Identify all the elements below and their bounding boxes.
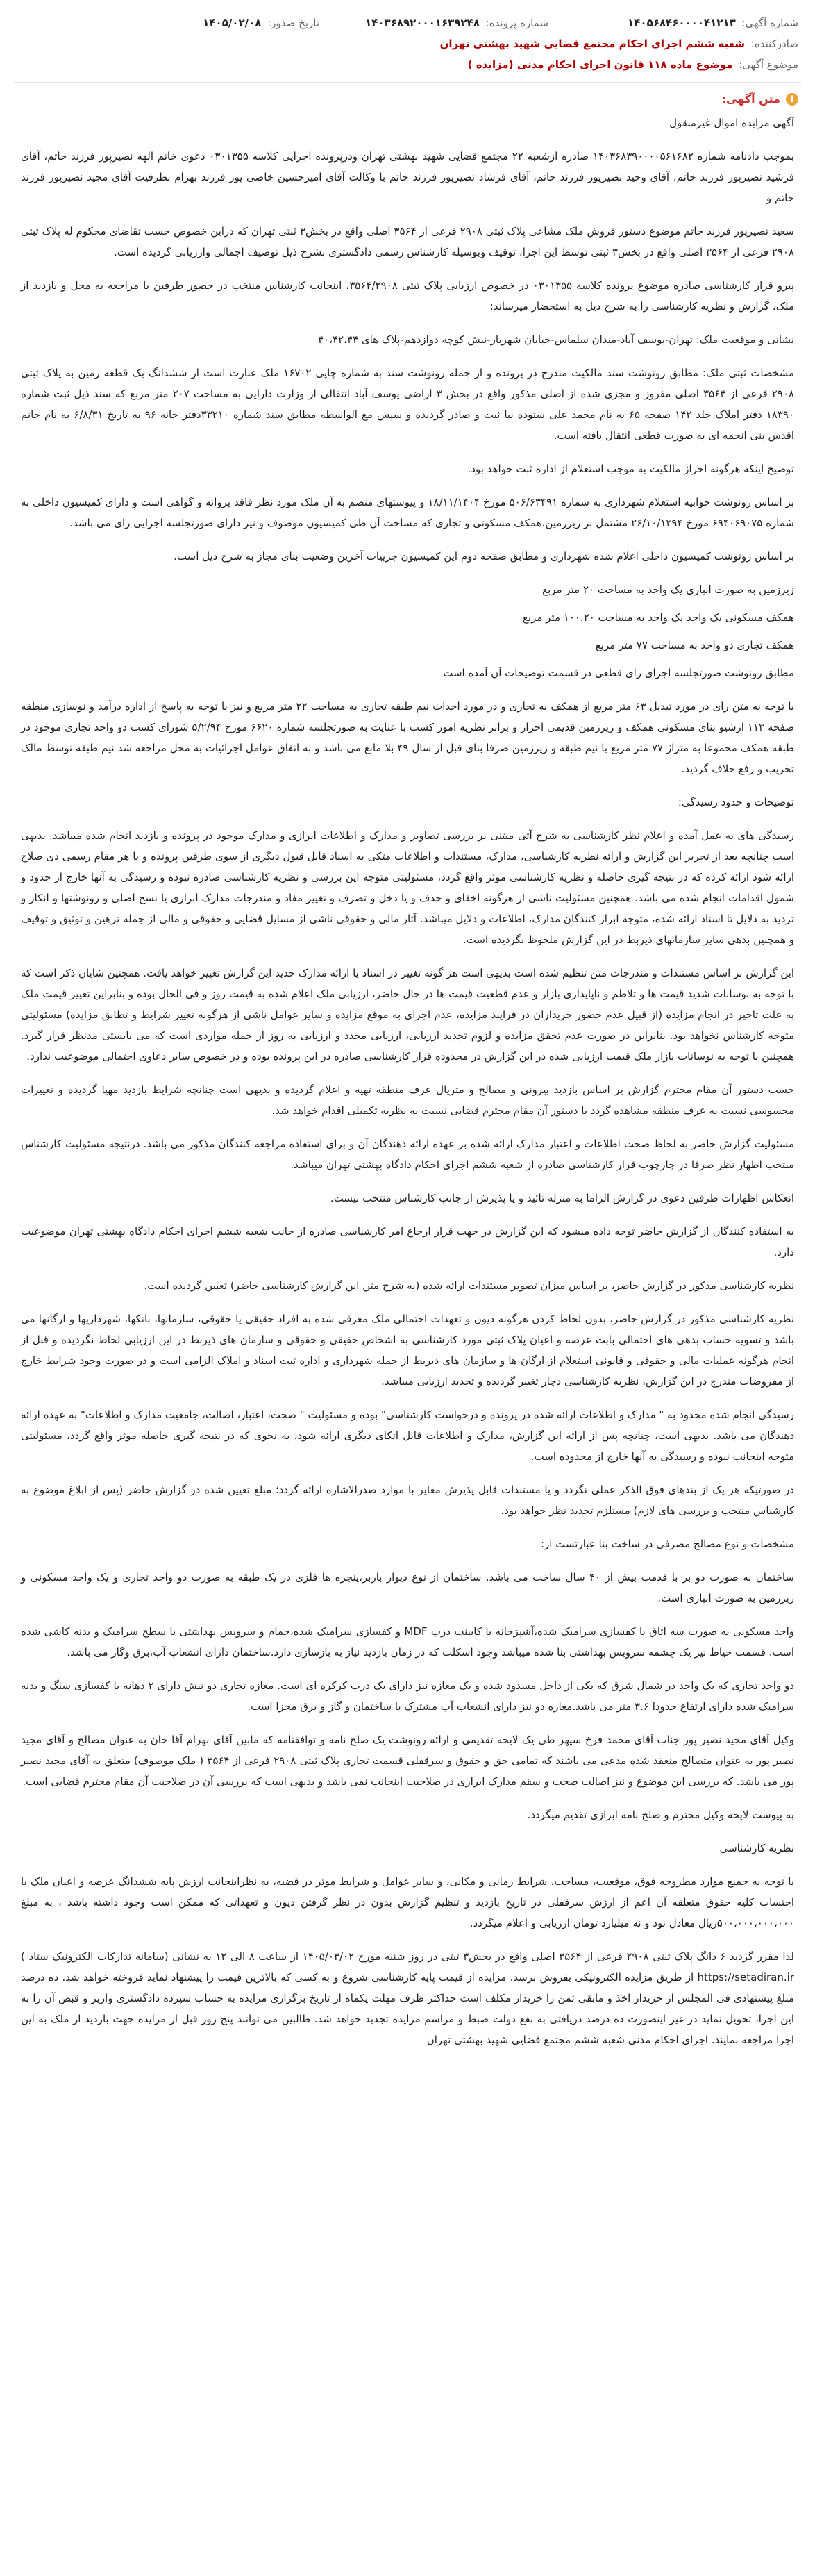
notice-paragraph: زیرزمین به صورت انباری یک واحد به مساحت ۲۰ متر مربع	[542, 583, 794, 596]
notice-number-label: شماره آگهی:	[741, 17, 798, 29]
notice-text-heading-label: متن آگهی:	[721, 92, 780, 106]
notice-paragraph: مشخصات ثبتی ملک: مطابق رونوشت سند مالکیت مندرج در پرونده و از جمله رونوشت سند به شماره چاپی ۱۶۷۰۲ ملک عبارت است از ششدانگ یک قطعه زمین به پلاک ثبتی ۲۹۰۸ فرعی از ۳۵۶۴ اصلی مفروز و مجزی شده از اصلی مذکور واقع در بخش ۳ اراضی یوسف آباد انتقالی از وزارت دارایی به مساحت ۲۰۷ متر مربع که سند ذیل ثبت شماره ۱۸۳۹۰ دفتر املاک جلد ۱۴۲ صفحه ۶۵ به نام محمد علی ستوده نیا ثبت و صادر گردیده و سپس مع الواسطه مطابق سند شماره ۳۳۲۱۰دفتر خانه ۹۶ به تاریخ ۶/۸/۳۱ به نام خانم اقدس بنی انجمه ای به صورت قطعی انتقال یافته است.	[21, 367, 795, 442]
notice-body	[14, 113, 801, 2050]
notice-paragraph: در صورتیکه هر یک از بندهای فوق الذکر عملی نگردد و یا مستندات قابل پذیرش مغایر با موارد صدرالاشاره ارائه گردد؛ مبلغ تعیین شده در گزارش حاضر (پس از ابلاغ موضوع به کارشناس منتخب و بررسی های لازم) مستلزم تجدید نظر خواهد بود.	[21, 1484, 794, 1517]
notice-paragraph: لذا مقرر گردید ۶ دانگ پلاک ثبتی ۲۹۰۸ فرعی از ۳۵۶۴ اصلی واقع در بخش۳ ثبتی در روز شنبه مورخ ۱۴۰۵/۰۳/۰۲ از ساعت ۸ الی ۱۲ به نشانی (سامانه تدارکات الکترونیک ستاد ) https://setadiran.ir از طریق مزایده الکترونیکی بفروش برسد. مزایده از قیمت پایه کارشناسی شروع و به کسی که بالاترین قیمت را پیشنهاد نماید فروخته خواهد شد. ده درصد مبلغ پیشنهادی فی المجلس از خریدار اخذ و مابقی ثمن را خریدار مکلف است حداکثر ظرف مهلت یکماه از تاریخ برگزاری مزایده به حساب سپرده دادگستری واریز و قبض آن را به این اجرا، تحویل نماید در غیر اینصورت ده درصد دریافتی به نفع دولت ضبط و مراسم مزایده تجدید خواهد شد. طالبین می توانند پنج روز قبل از مزایده جهت بازدید از ملک به این اجرا مراجعه نمایند. اجرای احکام مدنی شعبه ششم مجتمع قضایی شهید بهشتی تهران	[21, 1950, 794, 2046]
notice-paragraph: با توجه به متن رای در مورد تبدیل ۶۳ متر مربع از همکف به تجاری و در مورد احداث نیم طبقه تجاری به مساحت ۲۲ متر مربع و نیز با توجه به پاسخ از اداره درآمد و نوسازی منطقه صفحه ۱۱۳ ارشیو بنای مسکونی همکف و زیرزمین قدیمی احراز و برابر نظریه امور کسب با عنایت به صورتجلسه شماره ۶۶۲۰ مورخ ۵/۲/۹۴ شورای کسب دو واحد تجاری موجود در طبقه همکف مجموعا به متراژ ۷۷ متر مربع با نیم طبقه و زیرزمین صرفا بنای قبل از سال ۴۹ بلا مانع می باشد و به اتفاق عوامل اجرائیات به محل مراجعه شد نیم طبقه توسط مالک تخریب و رفع خلاف گردید.	[21, 700, 795, 775]
watermark: ​	[240, 279, 246, 328]
notice-paragraph: نظریه کارشناسی مذکور در گزارش حاضر، بر اساس میزان تصویر مستندات ارائه شده (به شرح متن این گزارش کارشناسی حاضر) تعیین گردیده است.	[144, 1279, 794, 1292]
notice-paragraph: مشخصات و نوع مصالح مصرفی در ساخت بنا عبارتست از:	[540, 1538, 794, 1550]
notice-paragraph: ساختمان به صورت دو بر با قدمت بیش از ۴۰ سال ساخت می باشد. ساختمان از نوع دیوار باربر،پنجره ها فلزی در یک طبقه به صورت دو واحد تجاری و یک واحد مسکونی و زیرزمین به صورت انباری است.	[21, 1571, 794, 1604]
notice-paragraph: توضیح اینکه هرگونه احراز مالکیت به موجب استعلام از اداره ثبت خواهد بود.	[467, 463, 794, 475]
meta-row-top	[14, 13, 801, 33]
case-number-label: شماره پرونده:	[485, 17, 548, 29]
subject-label: موضوع آگهی:	[739, 58, 798, 71]
notice-paragraph: به استفاده کنندگان از گزارش حاضر توجه داده میشود که این گزارش در جهت قرار ارجاع امر کارشناسی صادره از جانب شعبه ششم اجرای احکام دادگاه بهشتی تهران موضوعیت دارد.	[21, 1225, 794, 1258]
notice-paragraph: نظریه کارشناسی مذکور در گزارش حاضر، بدون لحاظ کردن هرگونه دیون و تعهدات احتمالی ملک معرفی شده به افراد حقیقی یا حقوقی، سازمانها، بانکها، شهرداریها و ارگانها می باشد و تسویه حساب بدهی های احتمالی بابت عرصه و اعیان پلاک ثبتی مورد کارشناسی به اشخاص حقیقی و حقوقی و سازمان های ذیربط در این ارزیابی لحاظ نگردیده و قبل از انجام هرگونه عملیات مالی و حقوقی و قانونی استعلام از ارگان ها و سازمان های ذیربط از جمله شهرداری و اداره ثبت اسناد و املاک الزامی است و در صورت وجود شرایط خارج از مفروضات مندرج در این گزارش، نظریه کارشناسی دچار تغییر گردیده و تجدید ارزیابی میباشد.	[21, 1313, 794, 1388]
notice-paragraph: همکف مسکونی یک واحد یک واحد به مساحت ۱۰۰.۲۰ متر مربع	[522, 611, 794, 624]
notice-paragraph: انعکاس اظهارات طرفین دعوی در گزارش الزاما به منزله تائید و یا پذیرش از جانب کارشناس منتخب نیست.	[330, 1192, 794, 1204]
issue-date-label: تاریخ صدور:	[267, 17, 319, 29]
case-number-value: ۱۴۰۳۶۸۹۲۰۰۰۱۶۳۹۲۴۸	[365, 17, 480, 29]
notice-paragraph: بر اساس رونوشت جوابیه استعلام شهرداری به شماره ۵۰۶/۶۳۴۹۱ مورخ ۱۸/۱۱/۱۴۰۴ و پیوستهای منضم به آن ملک مورد نظر فاقد پروانه و گواهی است و دارای کمیسیون داخلی به شماره ۶۹۴۰۶۹۰۷۵ مورخ ۲۶/۱۰/۱۳۹۴ مشتمل بر زیرزمین،همکف مسکونی و تجاری که مساحت آن طی کمیسیون موصوف و نیز دارای صورتجلسه اجرایی رای می باشد.	[21, 496, 795, 529]
issuer-value: شعبه ششم اجرای احکام مجتمع قضایی شهید بهشتی تهران	[439, 38, 745, 50]
notice-paragraph: بموجب دادنامه شماره ۱۴۰۳۶۸۳۹۰۰۰۰۵۶۱۶۸۲ صادره ازشعبه ۲۲ مجتمع قضایی شهید بهشتی تهران ودرپرونده اجرایی کلاسه ۰۳۰۱۳۵۵ دعوی خانم الهه نصیرپور فرزند حاتم، آقای فرشید نصیرپور فرزند حاتم، آقای وحید نصیرپور فرزند حاتم، آقای فرشاد نصیرپور فرزند حاتم با وکالت آقای امیرحسین خاصی پور فرزند بهرام بطرفیت آقای مجید نصیرپور فرزند حاتم و	[21, 150, 795, 204]
notice-paragraph: واحد مسکونی به صورت سه اتاق با کفسازی سرامیک شده،آشپزخانه با کابینت درب MDF و کفسازی سرامیک شده،حمام و سرویس بهداشتی با سطح سرامیک و بدنه کاشی شده است. قسمت حیاط نیز یک چشمه سرویس بهداشتی بنا شده میباشد وجود اسکلت که در زمان بازدید نیاز به بازسازی دارد.ساختمان دارای انشعاب آب،برق وگاز می باشد.	[21, 1625, 794, 1659]
info-icon: i	[786, 93, 798, 106]
notice-paragraph: همکف تجاری دو واحد به مساحت ۷۷ متر مربع	[595, 639, 794, 651]
notice-paragraph: بر اساس رونوشت کمیسیون داخلی اعلام شده شهرداری و مطابق صفحه دوم این کمیسیون جزییات آخرین وضعیت بنای مجاز به شرح ذیل است.	[174, 550, 794, 563]
notice-number	[548, 17, 798, 29]
notice-paragraph: وکیل آقای مجید نصیر پور جناب آقای محمد فرخ سپهر طی یک لایحه تقدیمی و ارائه رونوشت یک صلح نامه و توافقنامه که مابین آقای بهرام آقا خان به عنوان مصالح و آقای مجید نصیر پور به عنوان متصالح منعقد شده مدعی می باشند که تمامی حق و حقوق و سرقفلی قسمت تجاری پلاک ثبتی ۲۹۰۸ فرعی از ۳۵۶۴ ( ملک موصوف) متعلق به آقای مجید نصیر پور می باشد. که بررسی این موضوع و نیز اصالت صحت و سقم مدارک ابرازی در صلاحیت اینجانب نمی باشد و بدیهی است که بررسی آن در صلاحیت آن مقام محترم قضایی است.	[21, 1734, 794, 1788]
notice-paragraph: دو واحد تجاری که یک واحد در شمال شرق که یکی از داخل مسدود شده و یک مغازه نیز دارای یک درب کرکره ای است. مغازه تجاری دو نبش دارای ۲ دهانه با کفسازی سنگ و بدنه سرامیک شده دارای ارتفاع حدودا ۳.۶ متر می باشد.مغازه دو نیز دارای انشعاب آب مشترک با ساختمان و گاز و برق مجزا است.	[21, 1679, 794, 1713]
notice-paragraph: رسیدگی های به عمل آمده و اعلام نظر کارشناسی به شرح آتی مبتنی بر بررسی تصاویر و مدارک و اطلاعات ابرازی و مدارک موجود در پرونده و بازدید انجام شده میباشد. بدیهی است چنانچه بعد از تحریر این گزارش و ارائه نظریه کارشناسی، مدارک، مستندات و اطلاعات متکی به اسناد قابل قبول دیگری از سوی طرفین پرونده و یا هر مقام رسمی ذی صلاح ارائه شود ارائه کرده که در نتیجه گیری حاصله و نظریه کارشناسی موثر واقع گردد، مسئولیتی متوجه این بررسی و نظریه کارشناسی صادره نبوده و رسیدگی به آنها خارج از حدود و شمول اقدامات انجام شده می باشد. همچنین مسئولیت ناشی از هرگونه اخفای و حذف و یا دخل و تصرف و تغییر مفاد و مندرجات مدارک ابرازی یا نسخ اصلی و رونوشتها و انکار و تردید به دلایل تا اسناد ارائه شده، متوجه ابراز کنندگان مدارک، اطلاعات و دلایل میباشد. آثار مالی و حقوقی ناشی از مسایل قضایی و حقوقی و مالی از جمله ترهین و توثیق و توقیف و همچنین بدهی سایر سازمانهای ذیربط در این گزارش ملحوظ نگردیده است.	[21, 829, 794, 946]
notice-text-heading	[14, 88, 801, 113]
notice-paragraph: مسئولیت گزارش حاضر به لحاظ صحت اطلاعات و اعتبار مدارک ارائه شده بر عهده ارائه دهندگان آن و برای استفاده مراجعه کنندگان مذکور می باشد. درنتیجه مسئولیت کارشناس منتخب اظهار نظر صرفا در چارچوب قرار کارشناسی صادره از شعبه ششم اجرای احکام دادگاه بهشتی تهران میباشد.	[21, 1138, 794, 1171]
subject-value: موضوع ماده ۱۱۸ قانون اجرای احکام مدنی (مزایده )	[467, 58, 733, 71]
issuer-row	[14, 33, 801, 54]
case-number	[319, 17, 548, 29]
notice-paragraph: توضیحات و حدود رسیدگی:	[678, 796, 794, 808]
notice-paragraph: نشانی و موقعیت ملک: تهران-یوسف آباد-میدان سلماس-خیابان شهریار-نبش کوچه دوازدهم-پلاک های ۴۰،۴۲،۴۴	[318, 333, 794, 346]
notice-paragraph: مطابق رونوشت صورتجلسه اجرای رای قطعی در قسمت توضیحات آن آمده است	[443, 667, 794, 679]
notice-paragraph: این گزارش بر اساس مستندات و مندرجات متن تنظیم شده است بدیهی است هر گونه تغییر در اسناد یا ارائه مدارک جدید این گزارش تغییر خواهد یافت. همچنین شایان ذکر است که با توجه به نوسانات شدید قیمت ها و تلاطم و ناپایداری بازار و عدم قطعیت قیمت ها در حال حاضر، ارزیابی ملک اعلام شده به قیمت روز و فی الحال بوده و بنابراین تغییر قیمت ملک به علت تاخیر در انجام مزایده (از قبیل عدم حضور خریداران در فرایند مزایده، عدم اجرای به موقع مزایده و سایر عوامل ناشی از هرگونه تغییر شرایط و تطابق مزایده) مسئولیتی متوجه کارشناس نخواهد بود. بنابراین در صورت عدم تحقق مزایده و لزوم تجدید ارزیابی، ارزیابی مجدد و ارزیابی به روز از جمله مواردی است که می بایستی مدنظر قرار گیرد. همچنین با توجه به نوسانات بازار ملک قیمت ارزیابی شده در این گزارش در محدوده قرار کارشناسی صادره در این پرونده بوده و در خصوص سایر دعاوی احتمالی موضوعیت ندارد.	[20, 967, 794, 1063]
notice-paragraph: رسیدگی انجام شده محدود به " مدارک و اطلاعات ارائه شده در پرونده و درخواست کارشناسی" بوده و مسئولیت " صحت، اعتبار، اصالت، جامعیت مدارک و اطلاعات" به عهده ارائه دهندگان می باشد. بدیهی است، چنانچه پس از ارائه این گزارش، مدارک و اطلاعات قابل اتکای دیگری ارائه شود، به نحوی که در نتیجه گیری حاصله موثر واقع گردد، مسئولیتی متوجه اینجانب نبوده و رسیدگی به آنها خارج از محدوده است.	[21, 1409, 794, 1463]
notice-number-value: ۱۴۰۵۶۸۴۶۰۰۰۰۴۱۲۱۳	[628, 17, 736, 29]
divider	[14, 82, 801, 83]
notice-paragraph: نظریه کارشناسی	[719, 1842, 794, 1854]
issuer-label: صادرکننده:	[750, 38, 798, 50]
issue-date-value: ۱۴۰۵/۰۲/۰۸	[203, 17, 262, 29]
notice-paragraph: حسب دستور آن مقام محترم گزارش بر اساس بازدید بیرونی و مصالح و متریال عرف منطقه تهیه و اعلام گردیده و بدیهی است چنانچه شرایط بازدید مهیا گردیده و تغییرات محسوسی نسبت به عرف منطقه مشاهده گردد با دستور آن مقام محترم قضایی نسبت به نظریه تکمیلی اقدام خواهد شد.	[21, 1083, 794, 1117]
issue-date	[111, 17, 319, 29]
subject-row	[14, 54, 801, 75]
notice-paragraph: آگهی مزایده اموال غیرمنقول	[669, 117, 794, 129]
notice-paragraph: با توجه به جمیع موارد مطروحه فوق، موقعیت، مساحت، شرایط زمانی و مکانی، و سایر عوامل و شرایط موثر در قضیه، به نظراینجانب ارزش پایه ششدانگ عرصه و اعیان ملک با احتساب کلیه حقوق متعلقه آن اعم از ارزش سرقفلی در تاریخ بازدید و تنظیم گزارش بدون در نظر گرفتن دیون و تعهداتی که ممکن است وجود داشته باشد ، به مبلغ ۵۰۰،۰۰۰،۰۰۰،۰۰۰ریال معادل نود و نه میلیارد تومان ارزیابی و اعلام میگردد.	[21, 1875, 794, 1929]
notice-paragraph: به پیوست لایحه وکیل محترم و صلح نامه ابرازی تقدیم میگردد.	[527, 1809, 794, 1821]
notice-paragraph: سعید نصیرپور فرزند حاتم موضوع دستور فروش ملک مشاعی پلاک ثبتی ۲۹۰۸ فرعی از ۳۵۶۴ اصلی واقع در بخش۳ ثبتی تهران که دراین خصوص حسب تقاضای محکوم له پلاک ثبتی ۲۹۰۸ فرعی از ۳۵۶۴ اصلی واقع در بخش۳ ثبتی توسط این اجرا، توقیف وبوسیله کارشناس رسمی دادگستری بشرح ذیل توصیف اجمالی وارزیابی گردیده است.	[21, 225, 794, 258]
notice-paragraph: پیرو قرار کارشناسی صادره موضوع پرونده کلاسه ۰۳۰۱۳۵۵ در خصوص ارزیابی پلاک ثبتی ۳۵۶۴/۲۹۰۸، اینجانب کارشناس منتخب در حضور طرفین با مراجعه به محل و بازدید از ملک، گزارش و نظریه کارشناسی را به شرح ذیل به استحضار میرساند:	[21, 279, 794, 313]
